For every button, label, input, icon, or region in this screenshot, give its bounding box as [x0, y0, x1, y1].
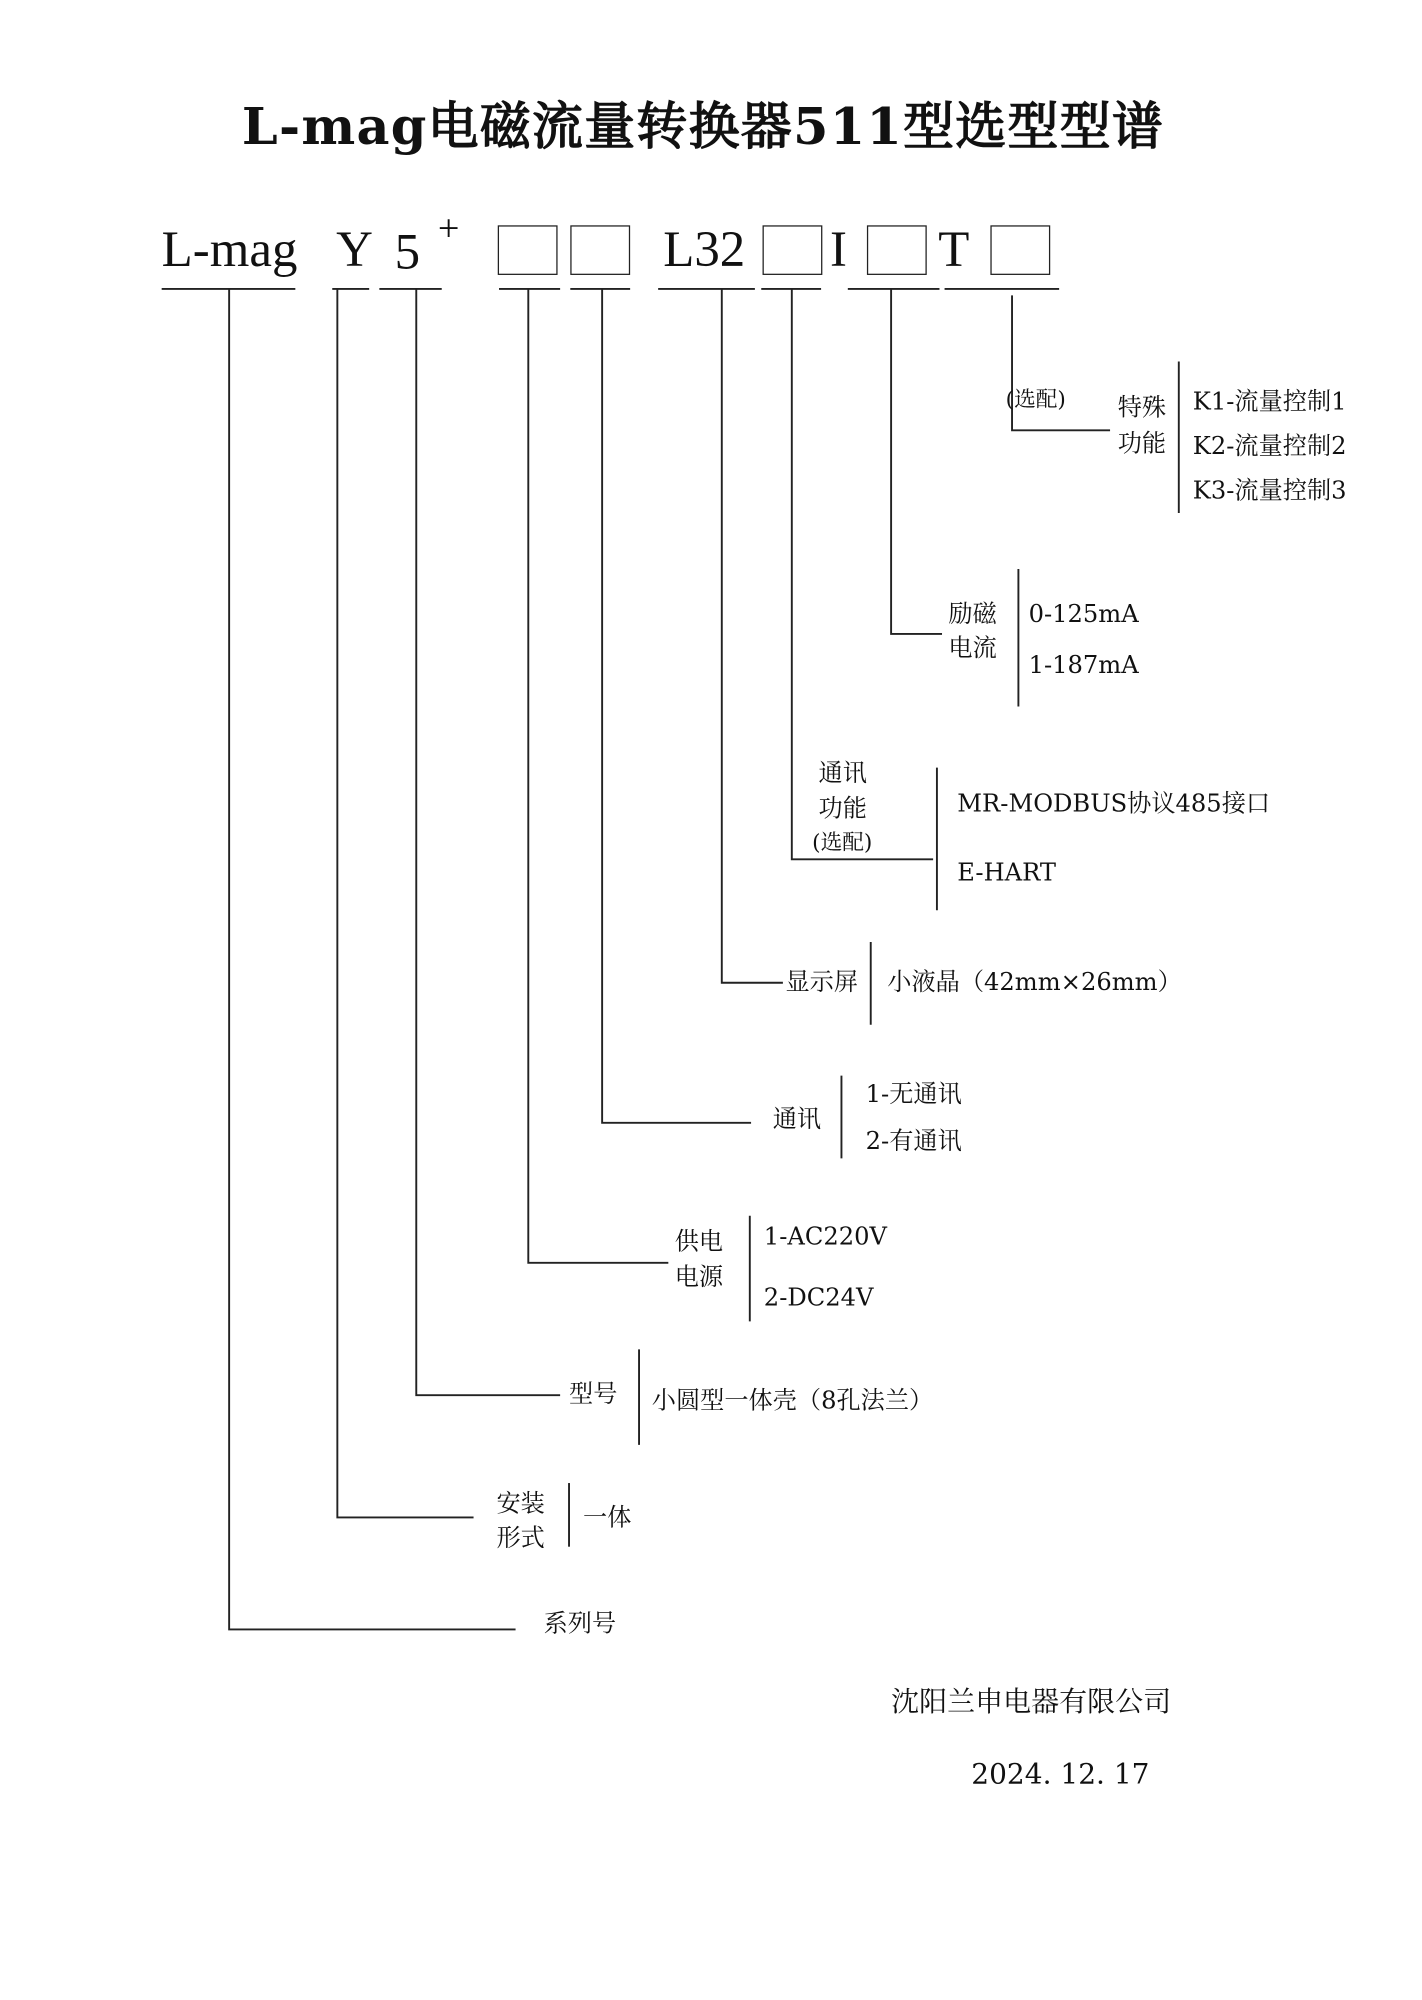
code-function-prefix: T [938, 220, 970, 278]
special-optional: (选配) [1005, 387, 1066, 414]
display-label: 显示屏 [785, 968, 859, 997]
special-option: K1-流量控制1 [1192, 387, 1347, 416]
company-name: 沈阳兰申电器有限公司 [891, 1686, 1172, 1719]
comm-code-box [570, 225, 630, 275]
comm-function-label-2: 功能 [818, 794, 867, 823]
model-label: 型号 [569, 1380, 618, 1409]
code-display: L32 [663, 220, 746, 278]
special-option: K3-流量控制3 [1192, 476, 1347, 505]
excitation-option: 1-187mA [1028, 651, 1139, 680]
excitation-label-1: 励磁 [948, 600, 997, 629]
option-bars [569, 362, 1179, 1547]
special-label-1: 特殊 [1117, 393, 1167, 422]
special-option: K2-流量控制2 [1192, 432, 1347, 461]
special-label-2: 功能 [1117, 429, 1167, 458]
comm-function-label-1: 通讯 [818, 759, 867, 788]
code-install: Y [336, 220, 373, 278]
comm-leader [602, 289, 751, 1123]
comm-function-code-box [763, 225, 823, 275]
document-date: 2024. 12. 17 [971, 1759, 1150, 1792]
install-label-2: 形式 [496, 1524, 545, 1553]
series-label: 系列号 [543, 1609, 617, 1638]
display-leader [722, 289, 783, 983]
code-current-prefix: I [829, 220, 847, 278]
comm-function-option: MR-MODBUS协议485接口 [957, 789, 1271, 818]
page-title: L-mag电磁流量转换器511型选型型谱 [241, 96, 1165, 157]
power-label-1: 供电 [674, 1227, 724, 1256]
current-code-box [867, 225, 927, 275]
comm-label: 通讯 [772, 1105, 822, 1134]
install-label-1: 安装 [496, 1490, 545, 1519]
code-series: L-mag [161, 220, 298, 278]
series-leader [229, 289, 515, 1629]
comm-function-optional: (选配) [812, 830, 873, 857]
install-option: 一体 [583, 1504, 632, 1533]
comm-option: 1-无通讯 [865, 1080, 962, 1109]
code-model: 5 [394, 222, 421, 281]
model-leader [416, 289, 560, 1395]
comm-function-option: E-HART [957, 858, 1057, 887]
power-label-2: 电源 [674, 1263, 724, 1292]
display-option: 小液晶（42mm×26mm） [887, 968, 1182, 997]
power-leader [528, 289, 668, 1263]
function-code-box [990, 225, 1050, 275]
install-leader [337, 289, 473, 1517]
power-option: 1-AC220V [763, 1222, 887, 1251]
power-option: 2-DC24V [763, 1283, 874, 1312]
code-plus: + [437, 207, 460, 250]
comm-option: 2-有通讯 [865, 1127, 962, 1156]
power-code-box [498, 225, 558, 275]
excitation-label-2: 电流 [948, 634, 997, 663]
excitation-option: 0-125mA [1028, 600, 1139, 629]
model-option: 小圆型一体壳（8孔法兰） [651, 1386, 934, 1415]
excitation-leader [891, 289, 942, 634]
